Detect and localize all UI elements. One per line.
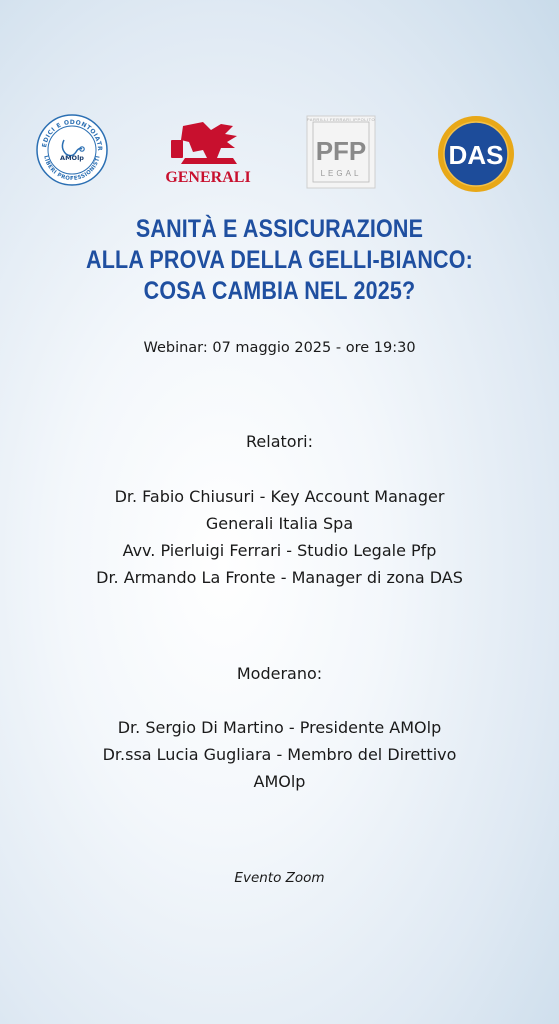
title-line-1: SANITÀ E ASSICURAZIONE xyxy=(135,215,424,243)
title-line-2: ALLA PROVA DELLA GELLI-BIANCO: xyxy=(86,246,473,274)
das-wordmark: DAS xyxy=(448,140,504,170)
webinar-date: Webinar: 07 maggio 2025 - ore 19:30 xyxy=(143,340,416,356)
speaker-line: Generali Italia Spa xyxy=(205,514,354,533)
moderator-line: Dr. Sergio Di Martino - Presidente AMOlp xyxy=(117,718,442,737)
amolp-ring-top: EDICI E ODONTOIATR xyxy=(41,118,104,152)
moderators-heading: Moderano: xyxy=(236,664,323,683)
logo-row xyxy=(0,112,559,192)
pfp-side-text: PARRILLI FERRARI IPPOLITO xyxy=(306,117,376,122)
speaker-line: Dr. Armando La Fronte - Manager di zona DAS xyxy=(96,568,463,587)
generali-logo xyxy=(163,118,253,190)
amolp-center-text: AMOlp xyxy=(60,154,84,162)
pfp-caption: LEGAL xyxy=(320,169,362,178)
lion-icon xyxy=(171,122,237,164)
event-platform: Evento Zoom xyxy=(234,870,325,886)
pfp-legal-logo xyxy=(303,112,379,192)
speakers-heading: Relatori: xyxy=(246,432,313,451)
event-title xyxy=(39,214,520,307)
moderator-line: Dr.ssa Lucia Gugliara - Membro del Direttivo xyxy=(102,745,457,764)
speaker-line: Dr. Fabio Chiusuri - Key Account Manager xyxy=(114,487,445,506)
generali-wordmark: GENERALI xyxy=(165,169,251,186)
speaker-line: Avv. Pierluigi Ferrari - Studio Legale Pfp xyxy=(122,541,437,560)
moderator-line: AMOlp xyxy=(253,772,306,791)
amolp-logo xyxy=(36,114,108,186)
title-line-3: COSA CAMBIA NEL 2025? xyxy=(143,277,416,305)
amolp-ring-bottom: LIBERI PROFESSIONISTI xyxy=(42,155,102,183)
das-logo xyxy=(436,114,516,194)
pfp-letters: PFP xyxy=(315,136,367,166)
